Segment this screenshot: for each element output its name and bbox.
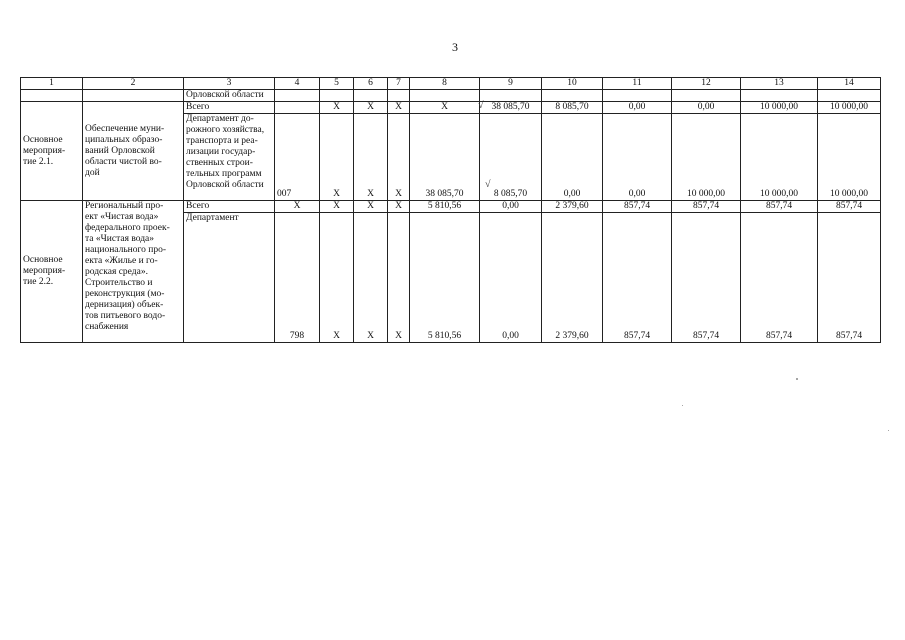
value-cell: 857,74 (672, 213, 741, 343)
value-cell: X (388, 201, 410, 213)
header-cell: 14 (818, 78, 881, 90)
value-cell: 857,74 (818, 213, 881, 343)
header-row (21, 78, 881, 90)
scan-speck (682, 405, 683, 406)
budget-table (20, 77, 881, 343)
value-cell: 38 085,70 (480, 102, 542, 114)
event-code: Основное мероприя- тие 2.2. (21, 201, 83, 343)
header-cell: 1 (21, 78, 83, 90)
value-cell (275, 102, 320, 114)
row-label: Департамент до- рожного хозяйства, транспорта и реа- лизации государ- ственных строи- тельных программ Орловской области (184, 114, 275, 201)
continuation-row (21, 90, 881, 102)
header-cell: 5 (320, 78, 354, 90)
scan-speck (888, 430, 889, 431)
header-cell: 9 (480, 78, 542, 90)
value-cell: 798 (275, 213, 320, 343)
table-row (21, 201, 881, 213)
value-cell: 857,74 (603, 213, 672, 343)
value-cell: 857,74 (741, 201, 818, 213)
value-cell: 857,74 (672, 201, 741, 213)
value-cell: 857,74 (603, 201, 672, 213)
value-cell: 10 000,00 (672, 114, 741, 201)
event-title: Региональный про- ект «Чистая вода» федерального проек- та «Чистая вода» национального про- екта «Жилье и го- родская среда». Строительство и реконструкция (мо- дернизация) объек- тов питьевого водо- снабжения (83, 201, 184, 343)
page-number: 3 (452, 40, 458, 54)
value-cell: X (320, 201, 354, 213)
value-cell: X (354, 201, 388, 213)
value-cell: X (320, 213, 354, 343)
value-cell: X (354, 213, 388, 343)
value-cell: 2 379,60 (542, 201, 603, 213)
value-cell: X (320, 102, 354, 114)
scan-speck (796, 378, 798, 380)
value-cell: 8 085,70 (480, 114, 542, 201)
value-cell: 2 379,60 (542, 213, 603, 343)
value-cell: X (320, 114, 354, 201)
header-cell: 12 (672, 78, 741, 90)
value-cell: 0,00 (480, 201, 542, 213)
value-cell: 8 085,70 (542, 102, 603, 114)
table-row (21, 102, 881, 114)
value-cell: 0,00 (603, 114, 672, 201)
value-cell: 10 000,00 (741, 102, 818, 114)
value-cell: 857,74 (741, 213, 818, 343)
value-cell: X (388, 102, 410, 114)
header-cell: 2 (83, 78, 184, 90)
header-cell: 7 (388, 78, 410, 90)
header-cell: 6 (354, 78, 388, 90)
value-cell: 10 000,00 (818, 114, 881, 201)
value-cell: X (388, 114, 410, 201)
continuation-cell: Орловской области (184, 90, 275, 102)
header-cell: 11 (603, 78, 672, 90)
value-cell: X (354, 102, 388, 114)
header-cell: 10 (542, 78, 603, 90)
header-cell: 13 (741, 78, 818, 90)
row-label: Всего (184, 201, 275, 213)
value-cell: X (275, 201, 320, 213)
value-cell: 857,74 (818, 201, 881, 213)
handwritten-check-mark: √ (478, 100, 484, 111)
header-cell: 8 (410, 78, 480, 90)
value-cell: 10 000,00 (818, 102, 881, 114)
handwritten-check-mark: √ (485, 179, 491, 190)
event-code: Основное мероприя- тие 2.1. (21, 102, 83, 201)
value-cell: 5 810,56 (410, 201, 480, 213)
value-cell: 0,00 (480, 213, 542, 343)
row-label: Всего (184, 102, 275, 114)
event-title: Обеспечение муни- ципальных образо- ваний Орловской области чистой во- дой (83, 102, 184, 201)
value-cell: X (388, 213, 410, 343)
value-cell: 007 (275, 114, 320, 201)
value-cell: 0,00 (603, 102, 672, 114)
value-cell: 5 810,56 (410, 213, 480, 343)
value-cell: X (410, 102, 480, 114)
header-cell: 4 (275, 78, 320, 90)
row-label: Департамент (184, 213, 275, 343)
value-cell: 10 000,00 (741, 114, 818, 201)
value-cell: X (354, 114, 388, 201)
value-cell: 38 085,70 (410, 114, 480, 201)
value-cell: 0,00 (672, 102, 741, 114)
value-cell: 0,00 (542, 114, 603, 201)
header-cell: 3 (184, 78, 275, 90)
